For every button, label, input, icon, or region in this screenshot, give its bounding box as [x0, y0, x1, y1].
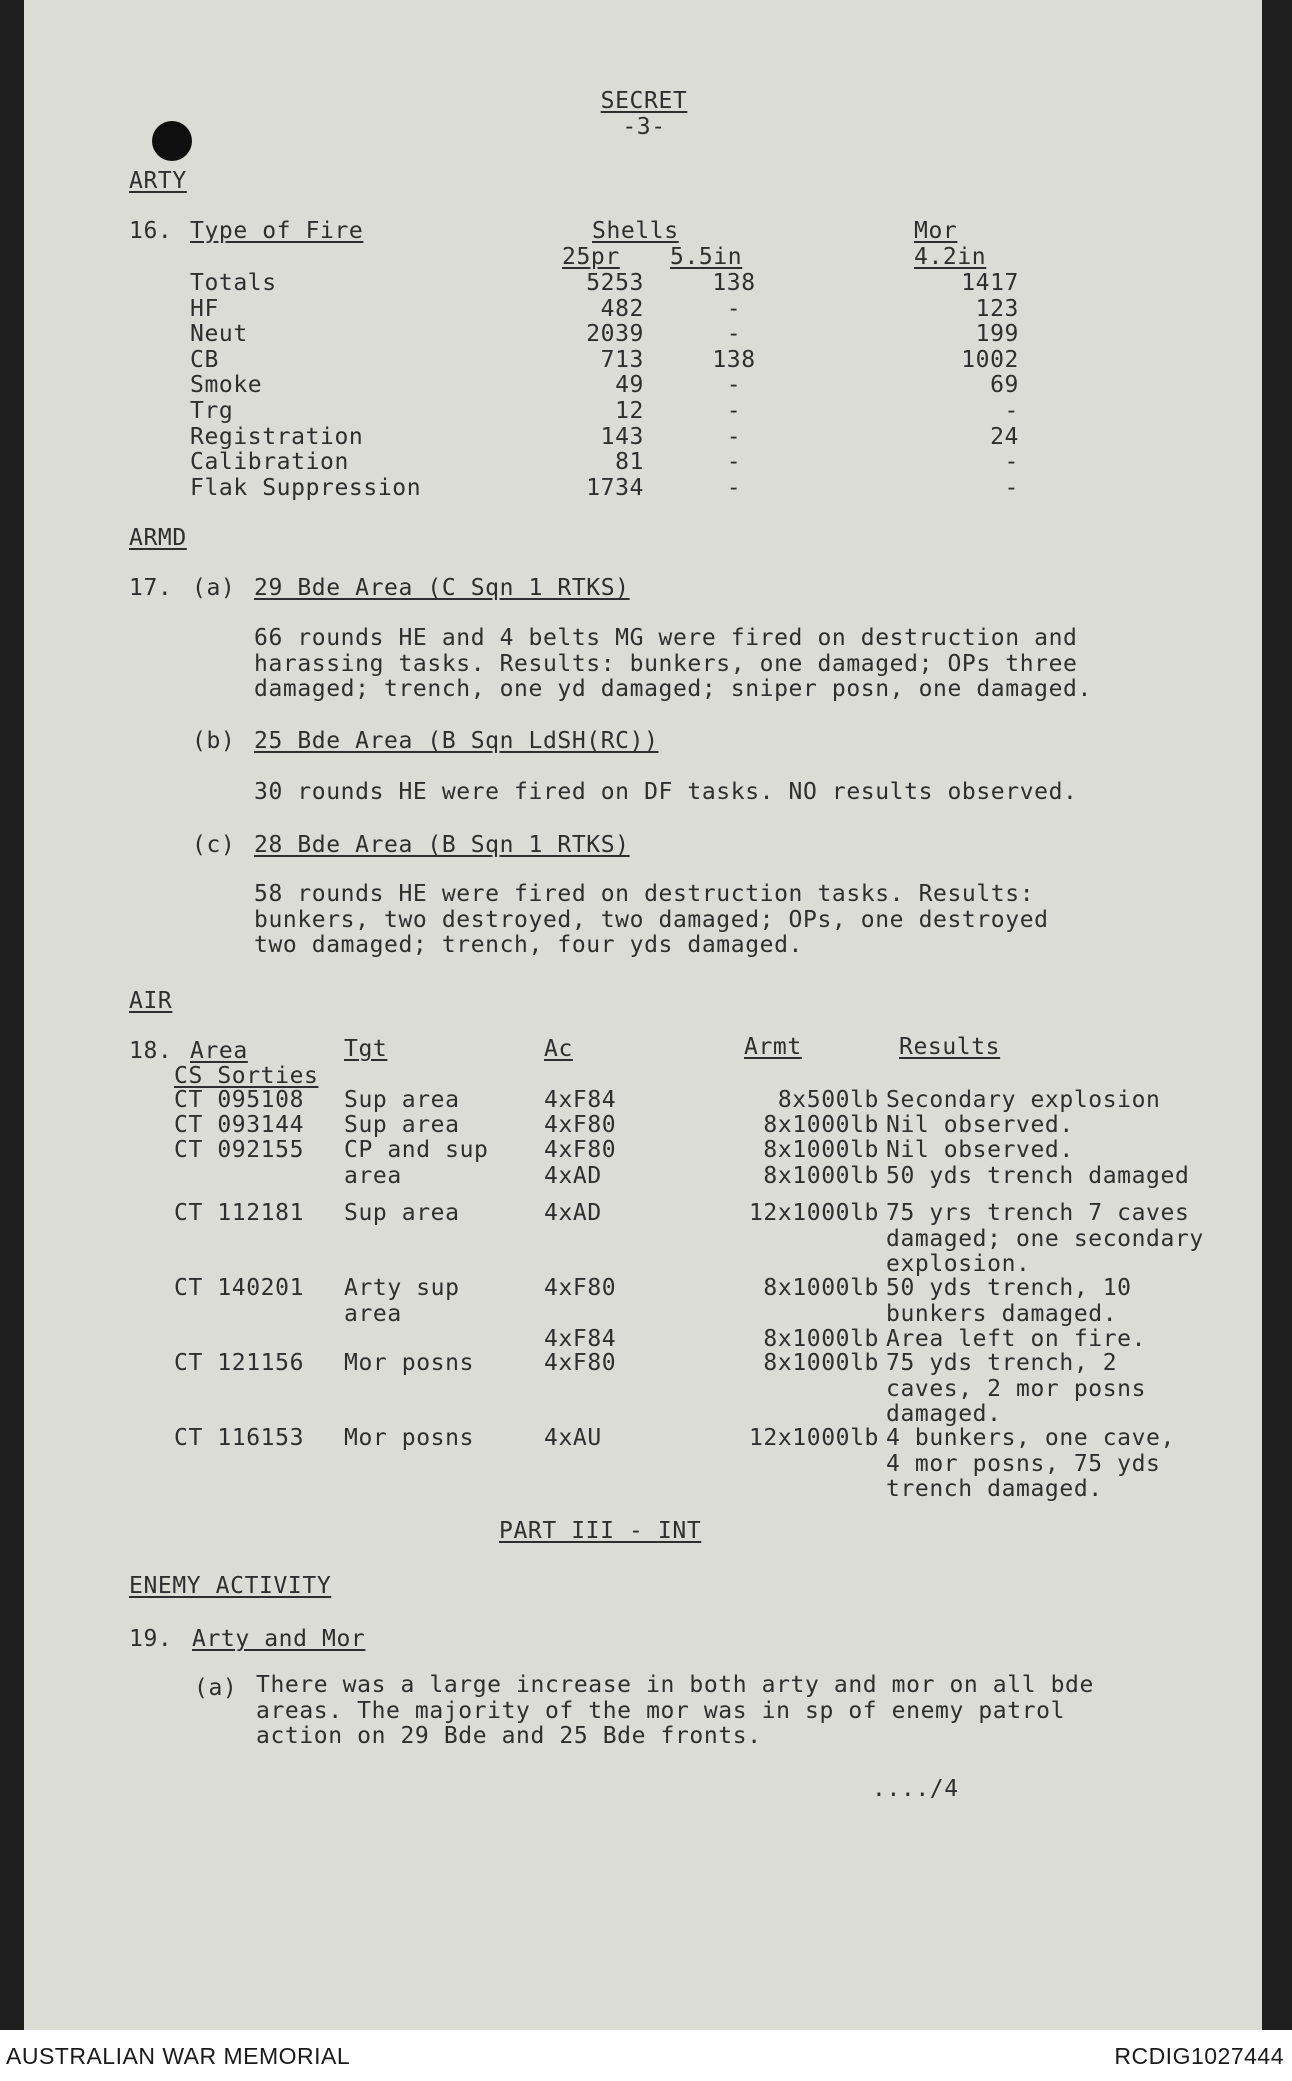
column-heading-area: Area: [190, 1038, 248, 1064]
sortie-results: Nil observed.: [886, 1112, 1074, 1138]
item-letter: (c): [192, 832, 236, 858]
sub-heading-cs-sorties: CS Sorties: [174, 1063, 319, 1089]
column-heading-ac: Ac: [544, 1036, 573, 1062]
classification-header: SECRET: [600, 88, 688, 114]
value-25pr: 143: [600, 423, 644, 450]
sortie-aircraft: 4xF80 4xF84: [544, 1275, 617, 1352]
value-25pr: 482: [600, 295, 644, 322]
value-4-2in: 69: [990, 372, 1019, 399]
footer-reference-id: RCDIG1027444: [1114, 2043, 1284, 2069]
value-5-5in: -: [726, 295, 742, 322]
sortie-results: 4 bunkers, one cave, 4 mor posns, 75 yds trench damaged.: [886, 1425, 1175, 1502]
section-heading-armd: ARMD: [129, 525, 187, 551]
page-number: -3-: [622, 114, 666, 140]
sortie-target: Mor posns: [344, 1350, 475, 1376]
value-5-5in: 138: [712, 270, 756, 296]
sortie-results: 50 yds trench, 10 bunkers damaged. Area left on fire.: [886, 1275, 1147, 1352]
armd-item-title: 29 Bde Area (C Sqn 1 RTKS): [254, 575, 630, 601]
value-4-2in: 1417: [961, 270, 1019, 296]
value-25pr: 713: [600, 346, 644, 373]
fire-type-label: Flak Suppression: [190, 474, 422, 501]
punch-hole-mark: [152, 121, 192, 161]
sortie-armament: 8x500lb: [777, 1087, 879, 1113]
sortie-target: Sup area: [344, 1087, 460, 1113]
section-heading-enemy-activity: ENEMY ACTIVITY: [129, 1573, 332, 1599]
sortie-area: CT 093144: [174, 1112, 305, 1138]
fire-type-label: Registration: [190, 423, 364, 450]
sortie-results: 75 yds trench, 2 caves, 2 mor posns damaged.: [886, 1350, 1147, 1427]
value-4-2in: -: [1004, 474, 1019, 501]
section-heading-air: AIR: [129, 988, 173, 1014]
value-4-2in: 199: [975, 321, 1019, 348]
item-letter: (b): [192, 728, 236, 754]
para-number: 16.: [129, 218, 173, 244]
value-4-2in: 24: [990, 423, 1019, 450]
sortie-target: Sup area: [344, 1200, 460, 1226]
armd-item-body: 30 rounds HE were fired on DF tasks. NO results observed.: [254, 779, 1078, 805]
value-5-5in: 138: [712, 346, 756, 373]
value-5-5in: -: [726, 449, 742, 476]
sortie-armament: 8x1000lb: [763, 1350, 879, 1376]
value-25pr: 5253: [586, 270, 644, 296]
column-heading-tgt: Tgt: [344, 1036, 388, 1062]
value-4-2in: -: [1004, 449, 1019, 476]
value-5-5in: -: [726, 321, 742, 348]
value-4-2in: -: [1004, 398, 1019, 424]
value-25pr: 12: [615, 398, 644, 424]
value-5-5in: -: [726, 372, 742, 399]
sortie-aircraft: 4xF80: [544, 1112, 617, 1138]
armd-item-title: 25 Bde Area (B Sqn LdSH(RC)): [254, 728, 659, 754]
sortie-aircraft: 4xF80: [544, 1350, 617, 1376]
sortie-results: 75 yrs trench 7 caves damaged; one secondary explosion.: [886, 1200, 1204, 1277]
sortie-armament: 12x1000lb: [748, 1425, 879, 1451]
sortie-armament: 12x1000lb: [748, 1200, 879, 1226]
column-heading-25pr: 25pr: [562, 244, 620, 270]
sortie-armament: 8x1000lb: [763, 1112, 879, 1138]
fire-type-label: HF: [190, 295, 219, 322]
value-25pr: 81: [615, 449, 644, 476]
sortie-aircraft: 4xF84: [544, 1087, 617, 1113]
enemy-activity-body: There was a large increase in both arty and mor on all bde areas. The majority of the mor was in sp of enemy patrol action on 29 Bde and 25 Bde fronts.: [256, 1672, 1094, 1749]
sortie-results: Nil observed. 50 yds trench damaged: [886, 1137, 1190, 1189]
sub-title-arty-and-mor: Arty and Mor: [192, 1626, 366, 1652]
column-heading-shells: Shells: [592, 218, 679, 244]
fire-type-label: Smoke: [190, 372, 263, 399]
value-5-5in: -: [726, 423, 742, 450]
para-number: 17.: [129, 575, 173, 601]
column-heading-results: Results: [899, 1034, 1001, 1060]
armd-item-body: 66 rounds HE and 4 belts MG were fired on destruction and harassing tasks. Results: bunkers, one damaged; OPs three damaged; trench, one yd damaged; sniper posn, one damaged.: [254, 625, 1092, 702]
part-title: PART III - INT: [499, 1518, 702, 1544]
value-5-5in: -: [726, 398, 742, 424]
sortie-area: CT 095108: [174, 1087, 305, 1113]
column-heading-mor: Mor: [914, 218, 958, 244]
sortie-area: CT 116153: [174, 1425, 305, 1451]
column-heading-4-2in: 4.2in: [914, 244, 987, 270]
sortie-target: Arty sup area: [344, 1275, 460, 1327]
fire-type-label: CB: [190, 346, 219, 373]
fire-type-label: Totals: [190, 270, 277, 296]
sortie-target: Sup area: [344, 1112, 460, 1138]
para-number: 18.: [129, 1038, 173, 1064]
section-heading-arty: ARTY: [129, 168, 187, 194]
para-number: 19.: [129, 1626, 173, 1652]
sortie-area: CT 121156: [174, 1350, 305, 1376]
fire-type-label: Neut: [190, 321, 248, 348]
value-4-2in: 1002: [961, 346, 1019, 373]
value-25pr: 2039: [586, 321, 644, 348]
document-page: [24, 0, 1262, 2030]
sortie-aircraft: 4xAD: [544, 1200, 602, 1226]
sortie-area: CT 140201: [174, 1275, 305, 1301]
archive-footer: [0, 2030, 1292, 2081]
fire-type-label: Calibration: [190, 449, 349, 476]
sortie-area: CT 092155: [174, 1137, 305, 1163]
sortie-area: CT 112181: [174, 1200, 305, 1226]
sortie-aircraft: 4xAU: [544, 1425, 602, 1451]
item-letter: (a): [194, 1675, 238, 1701]
sortie-armament: 8x1000lb 8x1000lb: [763, 1275, 879, 1352]
value-5-5in: -: [726, 474, 742, 501]
continuation-mark: ..../4: [872, 1776, 959, 1802]
sortie-results: Secondary explosion: [886, 1087, 1161, 1113]
sortie-target: Mor posns: [344, 1425, 475, 1451]
value-25pr: 1734: [586, 474, 644, 501]
fire-type-label: Trg: [190, 398, 234, 424]
armd-item-title: 28 Bde Area (B Sqn 1 RTKS): [254, 832, 630, 858]
sortie-aircraft: 4xF80 4xAD: [544, 1137, 617, 1189]
sortie-target: CP and sup area: [344, 1137, 489, 1189]
sortie-armament: 8x1000lb 8x1000lb: [763, 1137, 879, 1189]
column-heading-type-of-fire: Type of Fire: [190, 218, 364, 244]
footer-institution: AUSTRALIAN WAR MEMORIAL: [6, 2043, 351, 2069]
column-heading-5-5in: 5.5in: [670, 244, 743, 270]
value-25pr: 49: [615, 372, 644, 399]
armd-item-body: 58 rounds HE were fired on destruction tasks. Results: bunkers, two destroyed, two damaged; OPs, one destroyed two damaged; trench, four yds damaged.: [254, 881, 1049, 958]
item-letter: (a): [192, 575, 236, 601]
column-heading-armt: Armt: [744, 1034, 802, 1060]
value-4-2in: 123: [975, 295, 1019, 322]
